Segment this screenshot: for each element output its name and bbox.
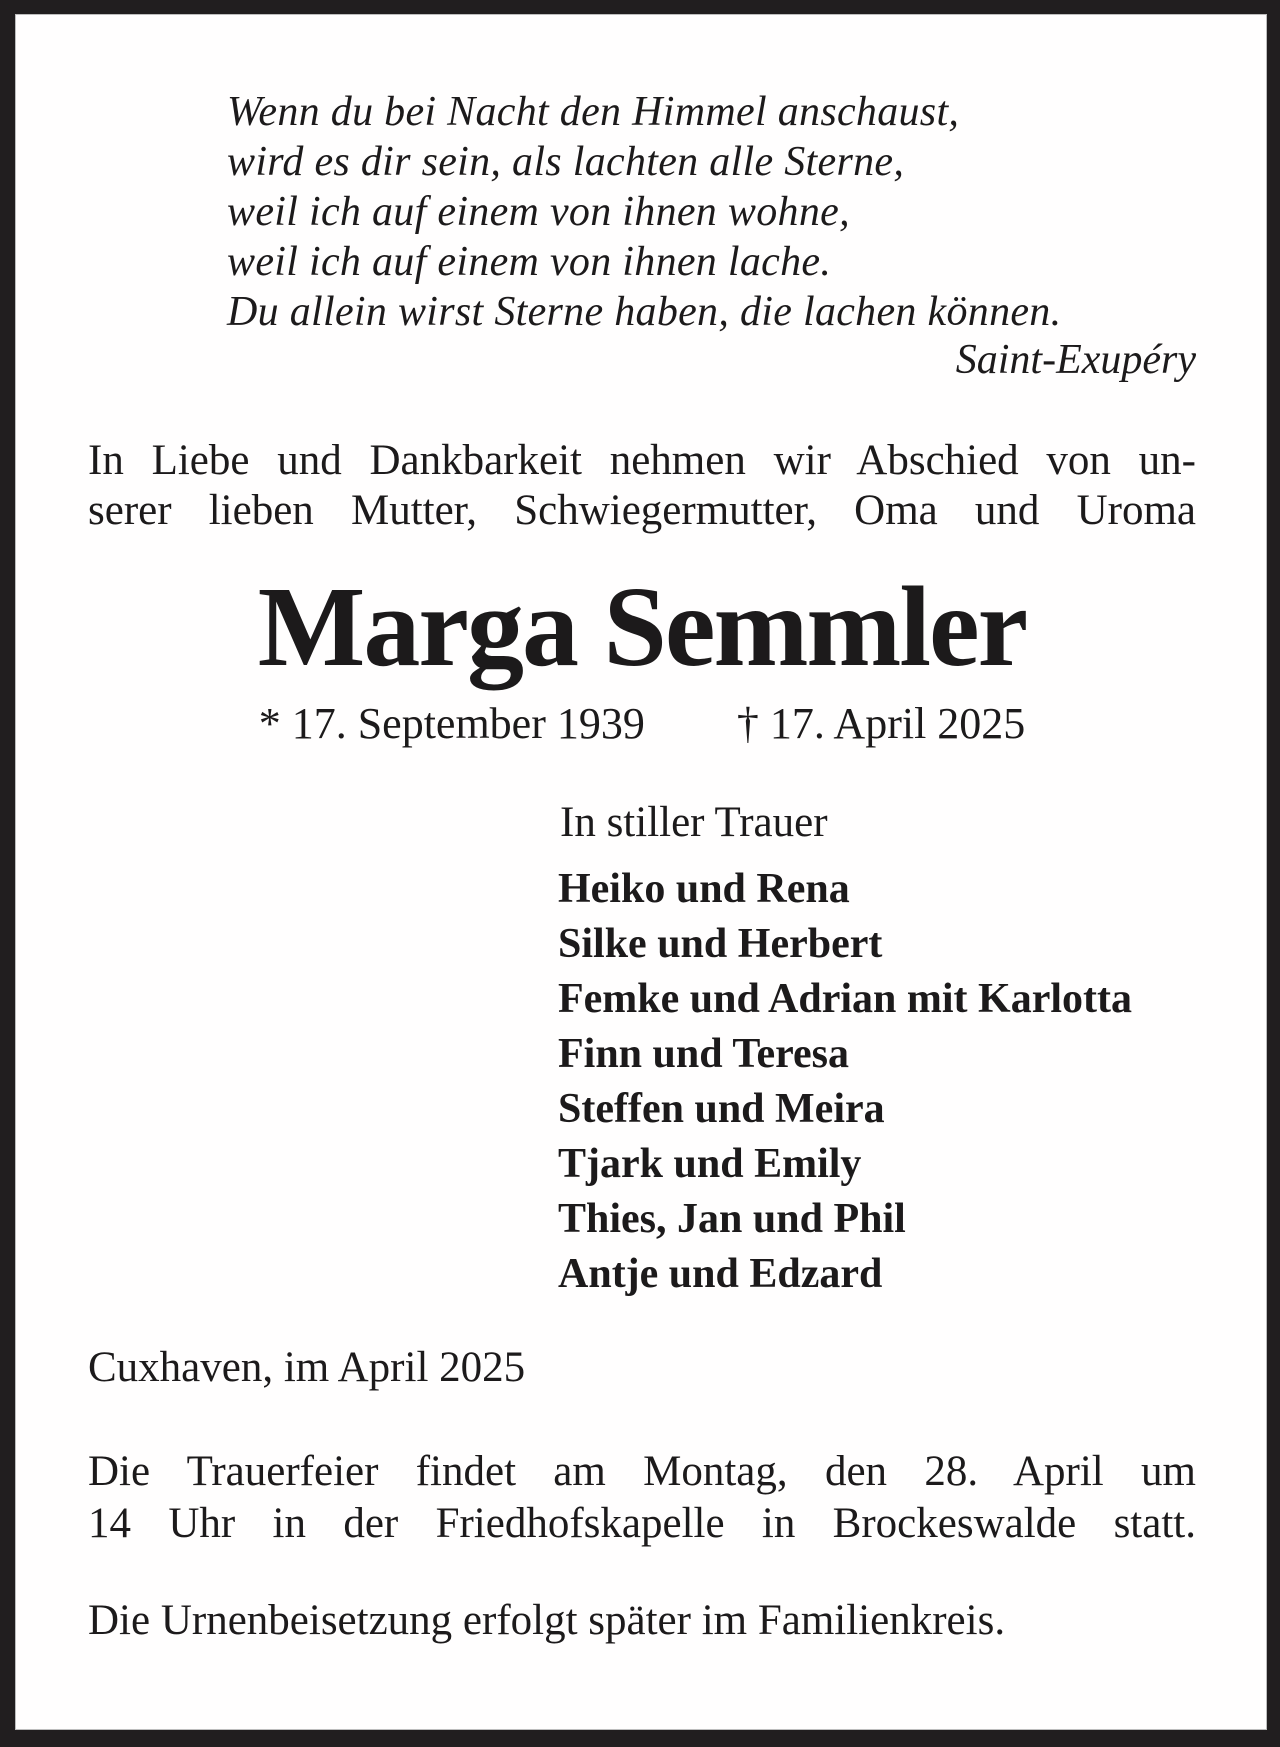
birth-date: * 17. September 1939 [258, 699, 645, 748]
mourner-entry: Tjark und Emily [558, 1141, 862, 1187]
death-date: † 17. April 2025 [736, 699, 1026, 748]
poem-attribution: Saint-Exupéry [955, 337, 1196, 383]
mourning-label: In stiller Trauer [560, 799, 828, 846]
mourner-entry: Thies, Jan und Phil [558, 1196, 906, 1242]
intro-line: serer lieben Mutter, Schwiegermutter, Oma und Uroma [88, 487, 1196, 534]
mourner-entry: Steffen und Meira [558, 1086, 885, 1132]
funeral-line: 14 Uhr in der Friedhofskapelle in Brockeswalde statt. [88, 1500, 1196, 1547]
intro-line: In Liebe und Dankbarkeit nehmen wir Abschied von un- [88, 437, 1196, 484]
mourner-entry: Heiko und Rena [558, 866, 850, 912]
mourner-entry: Silke und Herbert [558, 921, 883, 967]
memorial-poem [227, 87, 1061, 337]
deceased-name: Marga Semmler [257, 563, 1027, 690]
poem-line: wird es dir sein, als lachten alle Sterne, [227, 139, 905, 185]
poem-line: Du allein wirst Sterne haben, die lachen können. [227, 289, 1062, 335]
mourner-entry: Antje und Edzard [558, 1251, 883, 1297]
funeral-line: Die Trauerfeier findet am Montag, den 28. April um [88, 1448, 1196, 1495]
funeral-details [88, 1446, 1196, 1550]
mourner-entry: Femke und Adrian mit Karlotta [558, 976, 1132, 1022]
life-dates [88, 699, 1196, 749]
city-date: Cuxhaven, im April 2025 [88, 1344, 526, 1391]
mourners-list [558, 862, 1132, 1302]
poem-line: Wenn du bei Nacht den Himmel anschaust, [227, 89, 960, 135]
farewell-intro [88, 436, 1196, 536]
poem-line: weil ich auf einem von ihnen lache. [227, 239, 832, 285]
urn-note: Die Urnenbeisetzung erfolgt später im Familienkreis. [88, 1597, 1006, 1644]
mourner-entry: Finn und Teresa [558, 1031, 850, 1077]
poem-line: weil ich auf einem von ihnen wohne, [227, 189, 850, 235]
